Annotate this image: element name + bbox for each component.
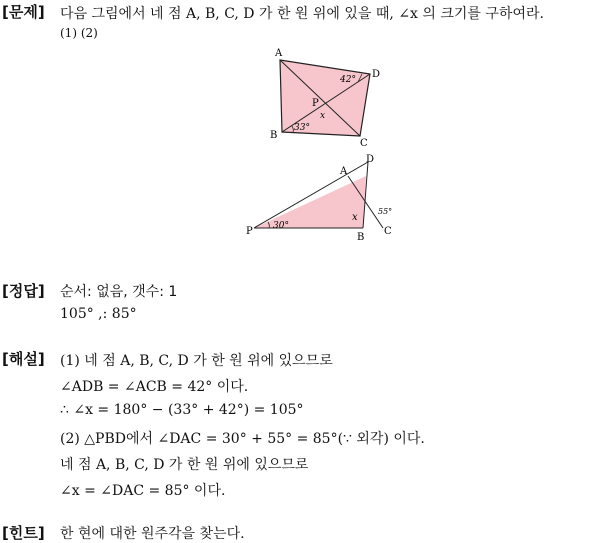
answer-line-2: 105° ,: 85° [60, 306, 137, 322]
answer-line-1: 순서: 없음, 갯수: 1 [60, 284, 178, 300]
label-angle-33: 33° [294, 123, 310, 133]
problem-tag: [문제] [2, 3, 45, 21]
label-angle-42: 42° [340, 75, 356, 85]
label-B: B [357, 232, 365, 242]
label-D: D [372, 69, 381, 80]
solution-line-4: (2) △PBD에서 ∠DAC = 30° + 55° = 85°(∵ 외각) 이다. [60, 431, 425, 447]
label-P: P [246, 226, 253, 237]
shaded-triangle [254, 176, 366, 228]
solution-tag: [해설] [2, 350, 45, 368]
label-C: C [384, 226, 392, 237]
problem-statement: 다음 그림에서 네 점 A, B, C, D 가 한 원 위에 있을 때, ∠x 의 크기를 구하여라. [60, 6, 544, 22]
solution-line-5: 네 점 A, B, C, D 가 한 원 위에 있으므로 [60, 457, 309, 473]
label-angle-55: 55° [378, 207, 393, 216]
solution-line-6: ∠x = ∠DAC = 85° 이다. [60, 483, 226, 499]
solution-line-2: ∠ADB = ∠ACB = 42° 이다. [60, 379, 249, 395]
label-P: P [312, 98, 319, 109]
label-angle-30: 30° [273, 221, 289, 231]
label-C: C [360, 138, 368, 147]
label-B: B [270, 130, 278, 141]
solution-line-3: ∴ ∠x = 180° − (33° + 42°) = 105° [60, 402, 304, 418]
label-A: A [275, 48, 283, 59]
label-x: x [352, 212, 358, 223]
hint-tag: [힌트] [2, 524, 45, 542]
hint-text: 한 현에 대한 원주각을 찾는다. [60, 526, 245, 542]
figure-2 [240, 152, 405, 242]
solution-line-1: (1) 네 점 A, B, C, D 가 한 원 위에 있으므로 [60, 353, 333, 369]
problem-subparts: (1) (2) [60, 26, 98, 40]
label-x: x [320, 111, 326, 121]
answer-tag: [정답] [2, 282, 45, 300]
label-D: D [366, 154, 375, 165]
figure-1 [262, 42, 392, 147]
label-A: A [340, 166, 348, 177]
